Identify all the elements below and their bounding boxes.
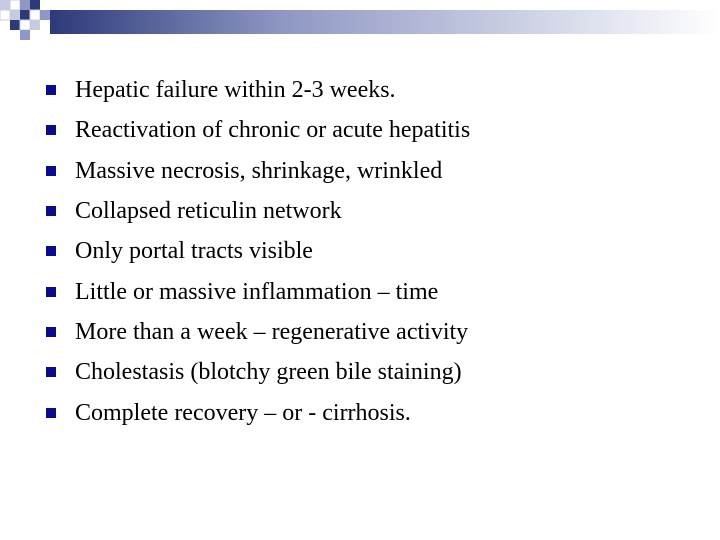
square-bullet-icon	[46, 408, 56, 418]
deco-square	[20, 0, 30, 10]
deco-square	[10, 10, 20, 20]
list-item	[46, 231, 470, 271]
header-gradient-bar	[50, 10, 720, 34]
deco-square	[20, 30, 30, 40]
bullet-text: Reactivation of chronic or acute hepatitis	[75, 117, 471, 144]
square-bullet-icon	[46, 246, 56, 256]
deco-square	[0, 0, 10, 10]
list-item	[46, 312, 470, 352]
list-item	[46, 191, 470, 231]
bullet-text: More than a week – regenerative activity	[75, 318, 469, 345]
deco-square	[10, 0, 20, 10]
square-bullet-icon	[46, 166, 56, 176]
list-item	[46, 352, 470, 392]
list-item	[46, 151, 470, 191]
bullet-list	[46, 70, 470, 433]
bullet-text: Little or massive inflammation – time	[75, 278, 439, 305]
deco-square	[20, 20, 30, 30]
deco-square	[10, 20, 20, 30]
deco-square	[0, 10, 10, 20]
deco-square	[30, 0, 40, 10]
bullet-text: Hepatic failure within 2-3 weeks.	[75, 77, 396, 104]
list-item	[46, 70, 470, 110]
bullet-text: Collapsed reticulin network	[75, 198, 342, 225]
list-item	[46, 392, 470, 432]
square-bullet-icon	[46, 287, 56, 297]
list-item	[46, 110, 470, 150]
bullet-text: Complete recovery – or - cirrhosis.	[75, 399, 411, 426]
deco-square	[30, 20, 40, 30]
square-bullet-icon	[46, 367, 56, 377]
bullet-text: Cholestasis (blotchy green bile staining)	[75, 359, 462, 386]
deco-square	[30, 10, 40, 20]
bullet-text: Only portal tracts visible	[75, 238, 313, 265]
square-bullet-icon	[46, 206, 56, 216]
square-bullet-icon	[46, 125, 56, 135]
square-bullet-icon	[46, 327, 56, 337]
corner-decoration	[0, 0, 720, 60]
deco-square	[20, 10, 30, 20]
bullet-text: Massive necrosis, shrinkage, wrinkled	[75, 157, 443, 184]
list-item	[46, 271, 470, 311]
square-bullet-icon	[46, 85, 56, 95]
deco-square	[40, 10, 50, 20]
